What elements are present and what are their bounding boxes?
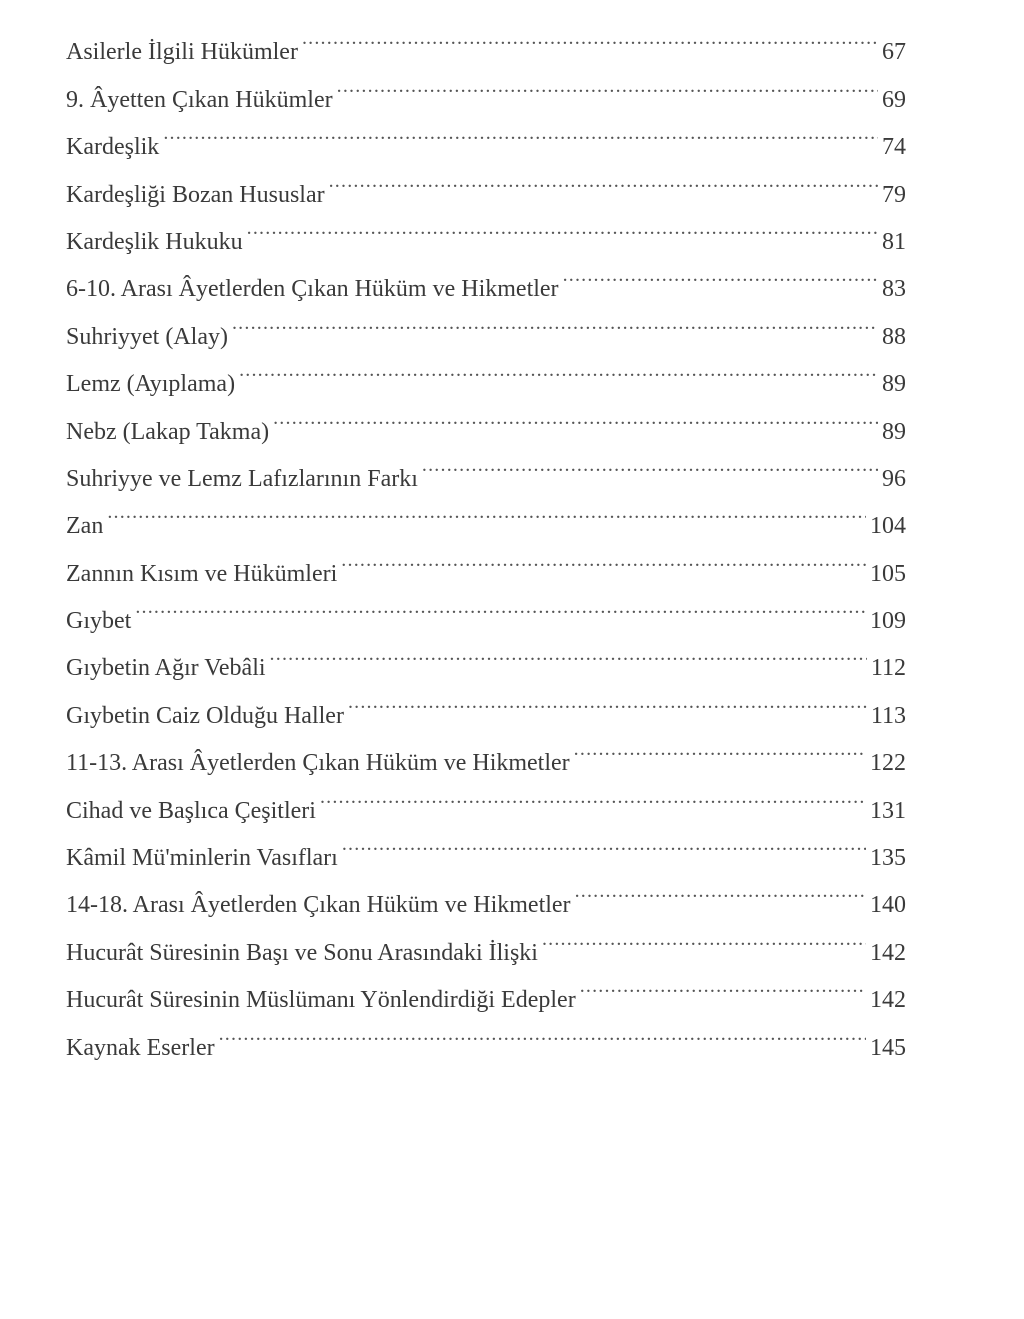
toc-entry-title: Lemz (Ayıplama)	[66, 371, 236, 398]
dot-leader	[342, 818, 866, 865]
toc-entry-page: 89	[882, 371, 906, 398]
toc-entry-title: 11-13. Arası Âyetlerden Çıkan Hüküm ve Hikmetler	[66, 750, 570, 777]
toc-entry-title: 9. Âyetten Çıkan Hükümler	[66, 86, 333, 113]
toc-entry	[66, 486, 906, 540]
toc-entry	[66, 581, 906, 635]
toc-entry-page: 112	[870, 655, 906, 682]
toc-entry-title: Gıybetin Caiz Olduğu Haller	[66, 702, 344, 729]
toc-entry	[66, 12, 906, 66]
toc-entry-title: Hucurât Süresinin Müslümanı Yönlendirdiği Edepler	[66, 987, 576, 1014]
toc-entry-page: 83	[882, 276, 906, 303]
toc-entry-title: Nebz (Lakap Takma)	[66, 418, 270, 445]
dot-leader	[302, 12, 878, 59]
dot-leader	[575, 865, 866, 912]
toc-entry-title: Cihad ve Başlıca Çeşitleri	[66, 797, 316, 824]
toc-entry-title: Kardeşlik	[66, 134, 160, 161]
dot-leader	[270, 628, 867, 675]
toc-entry-page: 79	[882, 181, 906, 208]
toc-entry-title: Kaynak Eserler	[66, 1034, 215, 1061]
dot-leader	[320, 770, 866, 817]
toc-entry-title: 14-18. Arası Âyetlerden Çıkan Hüküm ve Hikmetler	[66, 892, 571, 919]
toc-entry-title: Suhriyyet (Alay)	[66, 323, 228, 350]
dot-leader	[329, 154, 878, 201]
toc-entry-title: Hucurât Süresinin Başı ve Sonu Arasındaki İlişki	[66, 939, 538, 966]
dot-leader	[107, 486, 866, 533]
dot-leader	[219, 1007, 866, 1054]
toc-entry-page: 142	[870, 987, 906, 1014]
dot-leader	[232, 296, 878, 343]
toc-entry-page: 96	[882, 465, 906, 492]
toc-entry-title: Kardeşliği Bozan Hususlar	[66, 181, 325, 208]
dot-leader	[239, 344, 878, 391]
toc-entry-page: 69	[882, 86, 906, 113]
toc-entry-title: Zannın Kısım ve Hükümleri	[66, 560, 338, 587]
toc-entry-page: 88	[882, 323, 906, 350]
toc-entry-page: 145	[870, 1034, 906, 1061]
toc-entry-page: 89	[882, 418, 906, 445]
dot-leader	[563, 249, 878, 296]
dot-leader	[574, 723, 866, 770]
toc-entry-page: 67	[882, 39, 906, 66]
toc-entry-page: 109	[870, 608, 906, 635]
toc-entry-page: 142	[870, 939, 906, 966]
toc-entry	[66, 154, 906, 208]
dot-leader	[422, 439, 878, 486]
dot-leader	[341, 533, 866, 580]
toc-entry-title: Asilerle İlgili Hükümler	[66, 39, 298, 66]
toc-entry-page: 105	[870, 560, 906, 587]
toc-entry-title: Gıybet	[66, 608, 132, 635]
toc-entry-title: Suhriyye ve Lemz Lafızlarının Farkı	[66, 465, 418, 492]
toc-entry-page: 122	[870, 750, 906, 777]
toc-entry-title: 6-10. Arası Âyetlerden Çıkan Hüküm ve Hikmetler	[66, 276, 559, 303]
toc-entry-page: 135	[870, 845, 906, 872]
toc-entry-title: Zan	[66, 513, 104, 540]
toc-entry-title: Kâmil Mü'minlerin Vasıfları	[66, 845, 338, 872]
dot-leader	[247, 202, 878, 249]
toc-entry	[66, 107, 906, 161]
dot-leader	[273, 391, 878, 438]
dot-leader	[163, 107, 878, 154]
dot-leader	[580, 960, 866, 1007]
toc-entry-page: 140	[870, 892, 906, 919]
toc-entry	[66, 533, 906, 587]
toc-entry-page: 81	[882, 228, 906, 255]
toc-entry	[66, 628, 906, 682]
toc-entry-title: Kardeşlik Hukuku	[66, 228, 243, 255]
toc-entry-page: 104	[870, 513, 906, 540]
dot-leader	[337, 59, 878, 106]
toc-entry-page: 74	[882, 134, 906, 161]
dot-leader	[135, 581, 866, 628]
toc-entry-title: Gıybetin Ağır Vebâli	[66, 655, 266, 682]
dot-leader	[348, 675, 867, 722]
toc-entry-page: 113	[870, 702, 906, 729]
toc-entry-page: 131	[870, 797, 906, 824]
dot-leader	[542, 912, 866, 959]
table-of-contents	[66, 12, 906, 1061]
